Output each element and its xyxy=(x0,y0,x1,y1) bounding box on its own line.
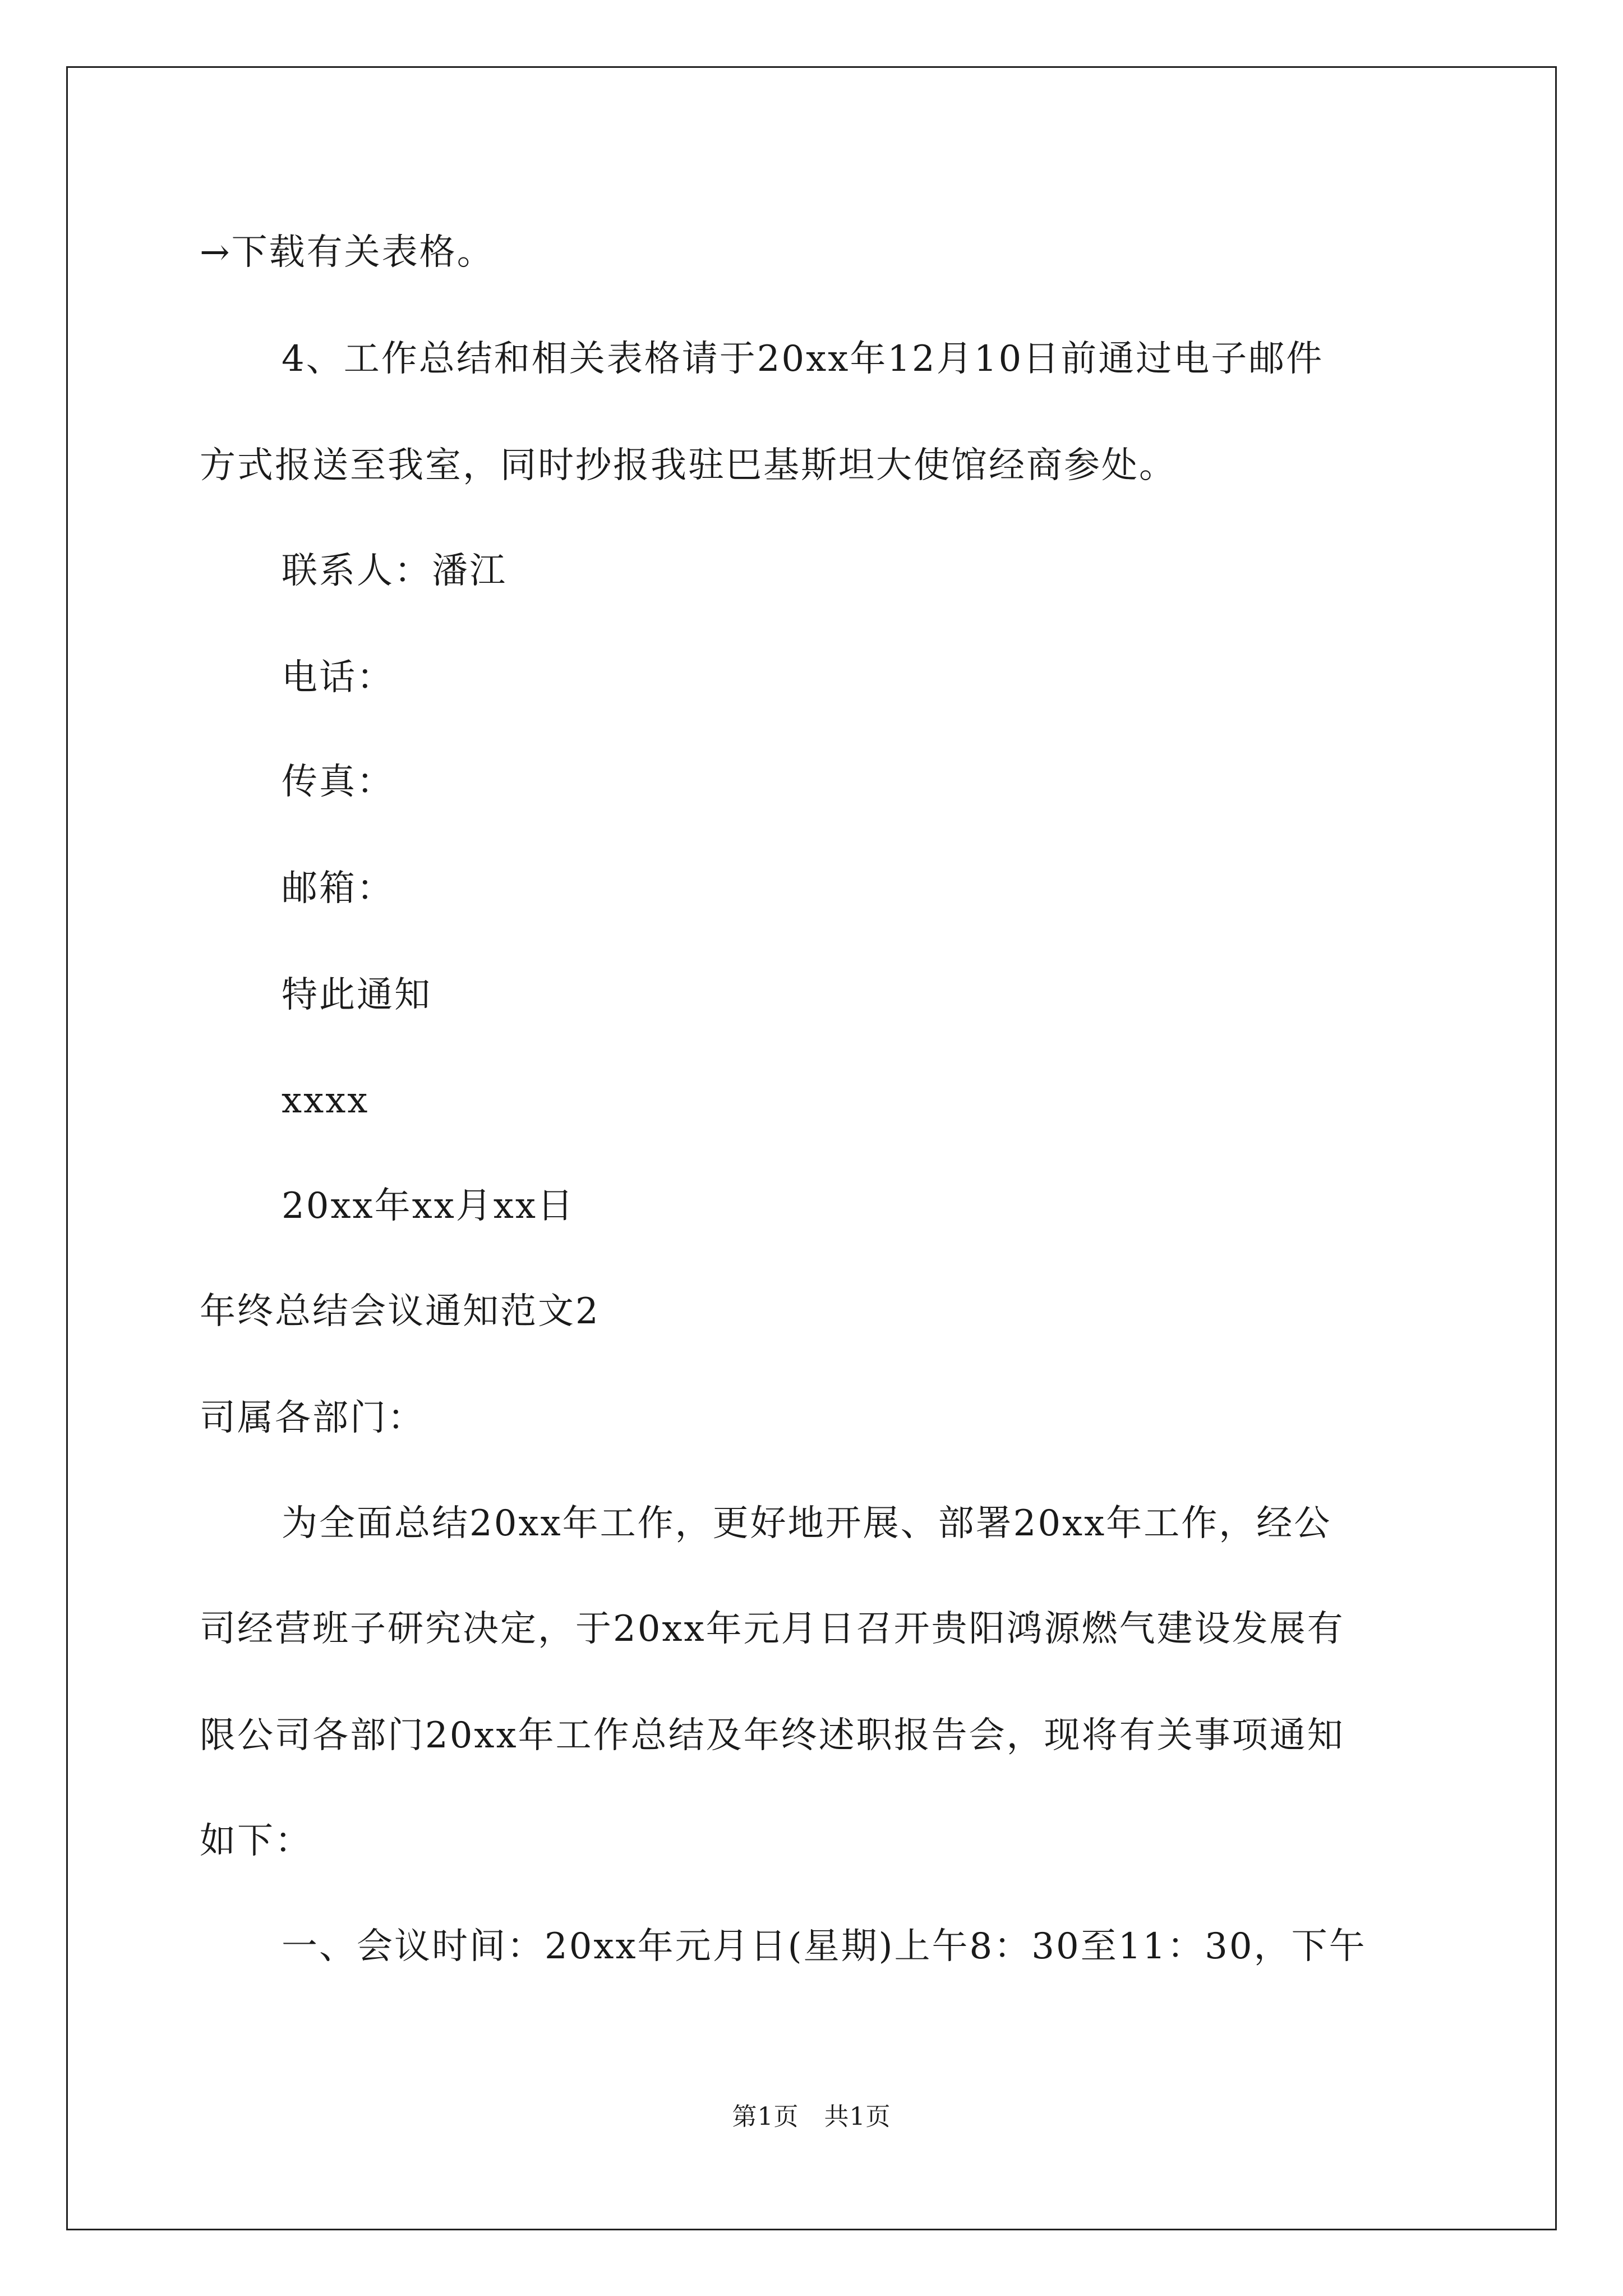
text-line: 联系人：潘江 xyxy=(282,550,507,592)
text-line: 司经营班子研究决定，于20xx年元月日召开贵阳鸿源燃气建设发展有 xyxy=(200,1608,1345,1650)
text-line: →下载有关表格。 xyxy=(200,232,495,273)
text-line: xxxx xyxy=(282,1080,370,1121)
text-line: 20xx年xx月xx日 xyxy=(282,1185,575,1227)
text-line: 邮箱： xyxy=(282,868,394,909)
text-line: 一、会议时间：20xx年元月日(星期)上午8：30至11：30，下午 xyxy=(282,1926,1367,1967)
section-heading: 年终总结会议通知范文2 xyxy=(200,1291,600,1332)
text-line: 如下： xyxy=(200,1820,312,1862)
page-footer: 第1页 共1页 xyxy=(732,2102,891,2131)
text-line: 4、工作总结和相关表格请于20xx年12月10日前通过电子邮件 xyxy=(282,338,1324,380)
text-line: 特此通知 xyxy=(282,974,432,1016)
text-line: 限公司各部门20xx年工作总结及年终述职报告会，现将有关事项通知 xyxy=(200,1715,1345,1756)
text-line: 传真： xyxy=(282,761,394,803)
page-border xyxy=(66,66,1557,2230)
text-line: 电话： xyxy=(282,657,394,698)
text-line: 司属各部门： xyxy=(200,1397,425,1439)
text-line: 为全面总结20xx年工作，更好地开展、部署20xx年工作，经公 xyxy=(282,1503,1332,1544)
text-line: 方式报送至我室，同时抄报我驻巴基斯坦大使馆经商参处。 xyxy=(200,445,1177,486)
